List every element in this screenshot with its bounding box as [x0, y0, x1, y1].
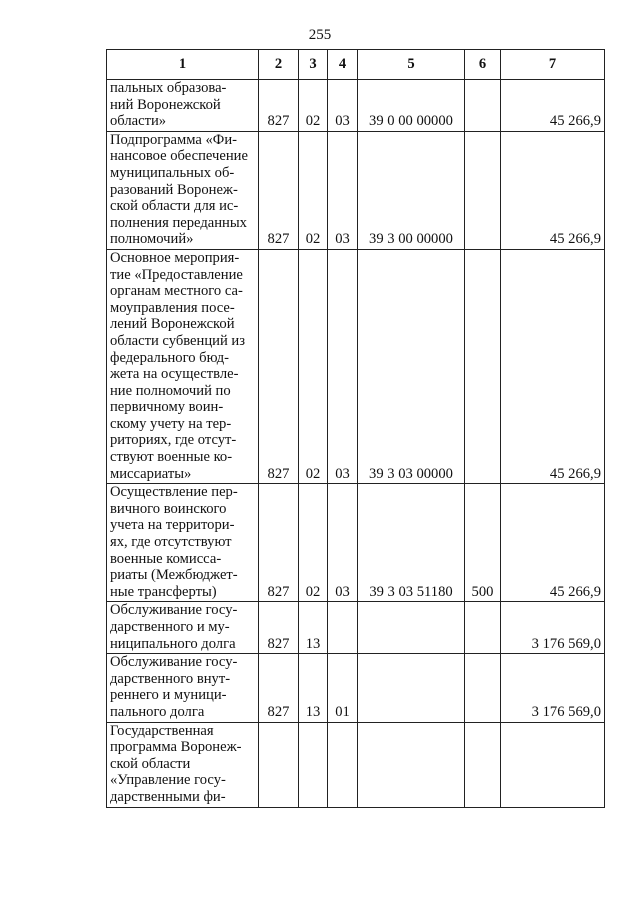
cell-amount: 45 266,9 [501, 484, 605, 602]
table-row [107, 602, 605, 654]
cell-name: Основное мероприя- тие «Предоставление органам местного са- моуправления посе- лений Воронежской области субвенций из федерального бюд- жета на осуществле- ние полномочий по первичному воин- скому учету на тер- риториях, где отсут- ствуют военные ко- миссариаты» [107, 249, 259, 483]
table-row [107, 131, 605, 249]
cell-target-article: 39 3 03 51180 [358, 484, 465, 602]
cell-grbs: 827 [259, 131, 299, 249]
cell-name: Государственная программа Воронеж- ской области «Управление госу- дарственными фи- [107, 722, 259, 807]
cell-section: 02 [299, 80, 328, 132]
cell-subsection: 01 [328, 654, 358, 722]
col-header-3: 3 [299, 50, 328, 80]
cell-subsection [328, 602, 358, 654]
budget-table [106, 49, 605, 808]
header-row [107, 50, 605, 80]
page-number: 255 [308, 27, 332, 43]
cell-target-article [358, 654, 465, 722]
cell-subsection [328, 722, 358, 807]
cell-grbs: 827 [259, 80, 299, 132]
cell-amount: 45 266,9 [501, 131, 605, 249]
cell-target-article: 39 3 03 00000 [358, 249, 465, 483]
cell-grbs: 827 [259, 484, 299, 602]
cell-target-article: 39 3 00 00000 [358, 131, 465, 249]
cell-subsection: 03 [328, 131, 358, 249]
cell-grbs: 827 [259, 249, 299, 483]
cell-target-article: 39 0 00 00000 [358, 80, 465, 132]
cell-expense-type [465, 654, 501, 722]
cell-subsection: 03 [328, 80, 358, 132]
cell-subsection: 03 [328, 249, 358, 483]
cell-expense-type [465, 249, 501, 483]
cell-name: Обслуживание госу- дарственного внут- реннего и муници- пального долга [107, 654, 259, 722]
cell-amount: 45 266,9 [501, 249, 605, 483]
cell-section: 02 [299, 484, 328, 602]
cell-name: Обслуживание госу- дарственного и му- ниципального долга [107, 602, 259, 654]
table-row [107, 484, 605, 602]
cell-expense-type [465, 131, 501, 249]
cell-grbs: 827 [259, 602, 299, 654]
cell-section: 13 [299, 602, 328, 654]
cell-amount: 3 176 569,0 [501, 602, 605, 654]
table-row [107, 249, 605, 483]
table-row [107, 722, 605, 807]
cell-expense-type [465, 722, 501, 807]
cell-section: 02 [299, 131, 328, 249]
cell-name: Осуществление пер- вичного воинского учета на территори- ях, где отсутствуют военные комисса- риаты (Межбюджет- ные трансферты) [107, 484, 259, 602]
col-header-6: 6 [465, 50, 501, 80]
cell-name: пальных образова- ний Воронежской области» [107, 80, 259, 132]
cell-section: 02 [299, 249, 328, 483]
cell-expense-type: 500 [465, 484, 501, 602]
cell-grbs: 827 [259, 654, 299, 722]
cell-amount: 45 266,9 [501, 80, 605, 132]
col-header-5: 5 [358, 50, 465, 80]
cell-target-article [358, 602, 465, 654]
cell-name: Подпрограмма «Фи- нансовое обеспечение муниципальных об- разований Воронеж- ской области для ис- полнения переданных полномочий» [107, 131, 259, 249]
cell-section [299, 722, 328, 807]
cell-amount: 3 176 569,0 [501, 654, 605, 722]
col-header-1: 1 [107, 50, 259, 80]
col-header-4: 4 [328, 50, 358, 80]
cell-amount [501, 722, 605, 807]
table-row [107, 80, 605, 132]
cell-grbs [259, 722, 299, 807]
cell-subsection: 03 [328, 484, 358, 602]
cell-target-article [358, 722, 465, 807]
col-header-7: 7 [501, 50, 605, 80]
cell-expense-type [465, 602, 501, 654]
table-row [107, 654, 605, 722]
cell-expense-type [465, 80, 501, 132]
col-header-2: 2 [259, 50, 299, 80]
cell-section: 13 [299, 654, 328, 722]
